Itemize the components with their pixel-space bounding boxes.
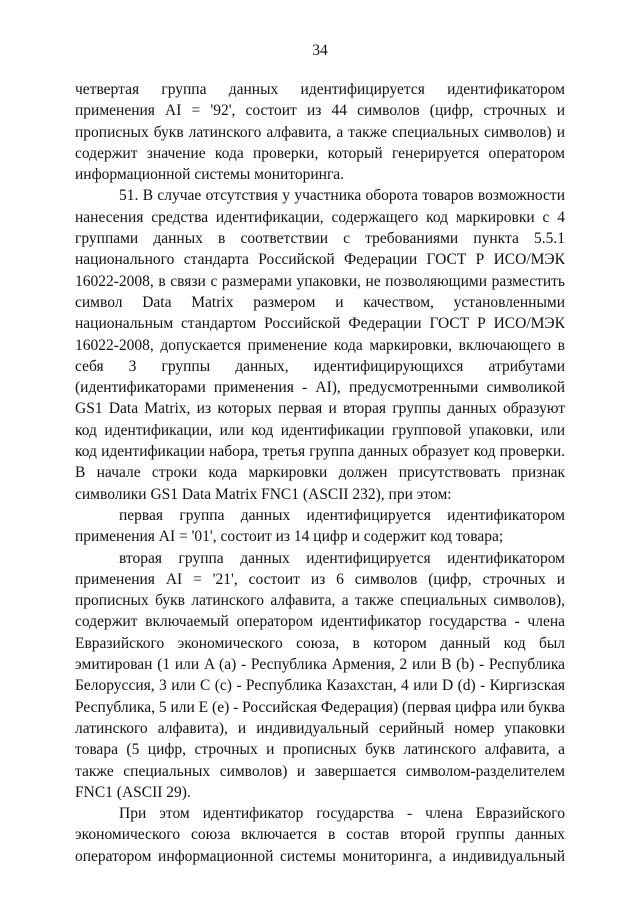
page-number: 34 xyxy=(312,42,328,59)
paragraph-clause-51: 51. В случае отсутствия у участника оборота товаров возможности нанесения средства идентификации, содержащего код маркировки с 4 группами данных в соответствии с требованиями пункта 5.5.1 национального стандарта Российской Федерации ГОСТ Р ИСО/МЭК 16022-2008, в связи с размерами упаковки, не позволяющими разместить символ Data Matrix размером и качеством, установленными национальным стандартом Российской Федерации ГОСТ Р ИСО/МЭК 16022-2008, допускается применение кода маркировки, включающего в себя 3 группы данных, идентифицирующихся атрибутами (идентификаторами применения - AI), предусмотренными символикой GS1 Data Matrix, из которых первая и вторая группы данных образуют код идентификации, или код идентификации групповой упаковки, или код идентификации набора, третья группа данных образует код проверки. В начале строки кода маркировки должен присутствовать признак символики GS1 Data Matrix FNC1 (ASCII 232), при этом: xyxy=(75,187,565,503)
paragraph-fourth-group: четвертая группа данных идентифицируется идентификатором применения AI = '92', состоит из 44 символов (цифр, строчных и прописных букв латинского алфавита, а также специальных символов) и содержит значение кода проверки, который генерируется оператором информационной системы мониторинга. xyxy=(75,81,565,184)
paragraph-second-group: вторая группа данных идентифицируется идентификатором применения AI = '21', состоит из 6 символов (цифр, строчных и прописных букв латинского алфавита, а также специальных символов), содержит включаемый оператором идентификатор государства - члена Евразийского экономического союза, в котором данный код был эмитирован (1 или A (a) - Республика Армения, 2 или B (b) - Республика Белоруссия, 3 или C (c) - Республика Казахстан, 4 или D (d) - Киргизская Республика, 5 или E (e) - Российская Федерация) (первая цифра или буква латинского алфавита), и индивидуальный серийный номер упаковки товара (5 цифр, строчных и прописных букв латинского алфавита, а также специальных символов) и завершается символом-разделителем FNC1 (ASCII 29). xyxy=(75,549,565,801)
paragraph-state-identifier: При этом идентификатор государства - члена Евразийского экономического союза включается в состав второй группы данных оператором информационной системы мониторинга, а индивидуальный xyxy=(75,805,565,865)
paragraph-first-group: первая группа данных идентифицируется идентификатором применения AI = '01', состоит из 14 цифр и содержит код товара; xyxy=(75,506,565,546)
document-body xyxy=(75,79,565,867)
